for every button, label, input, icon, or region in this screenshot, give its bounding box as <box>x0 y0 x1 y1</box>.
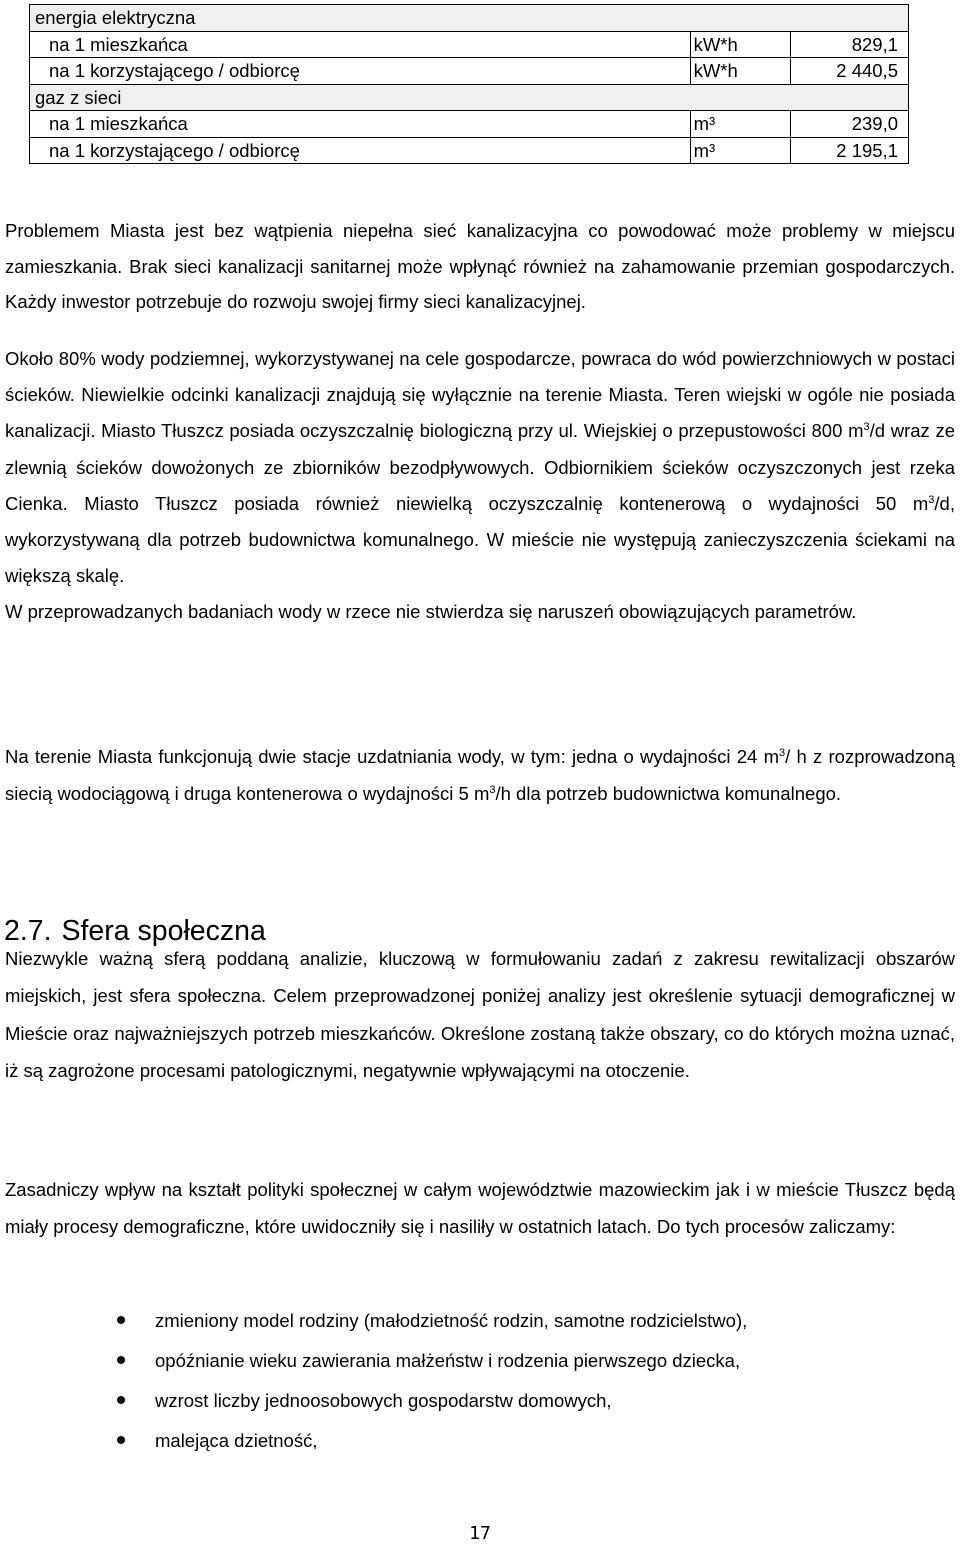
paragraph-text: / h z rozprowadzoną siecią wodociągową i druga kontenerowa o wydajności 5 m <box>5 746 956 804</box>
paragraph-water-stations <box>5 739 955 812</box>
paragraph-social-sphere: Niezwykle ważną sferą poddaną analizie, kluczową w formułowaniu zadań z zakresu rewitalizacji obszarów miejskich, jest sfera społeczna. Celem przeprowadzonej poniżej analizy jest określenie sytuacji demograficznej w Mieście oraz najważniejszych potrzeb mieszkańców. Określone zostaną także obszary, co do których można uznać, iż są zagrożone procesami patologicznymi, negatywnie wpływającymi na otoczenie. <box>5 948 955 1081</box>
table-row <box>30 111 909 138</box>
superscript: 3 <box>489 783 496 796</box>
row-label: na 1 mieszkańca <box>30 31 691 58</box>
paragraph-text: /h dla potrzeb budownictwa komunalnego. <box>495 782 842 804</box>
list-item-text: zmieniony model rodziny (małodzietność rodzin, samotne rodzicielstwo), <box>155 1310 748 1331</box>
paragraph-sewage-network: Problemem Miasta jest bez wątpienia niepełna sieć kanalizacyjna co powodować może problemy w miejscu zamieszkania. Brak sieci kanalizacji sanitarnej może wpłynąć również na zahamowanie przemian gospodarczych. Każdy inwestor potrzebuje do rozwoju swojej firmy sieci kanalizacyjnej. <box>5 220 955 312</box>
row-value: 239,0 <box>791 111 909 138</box>
row-unit: kW*h <box>690 58 790 85</box>
paragraph-text: /d wraz ze zlewnią ścieków dowożonych ze zbiorników bezodpływowych. Odbiornikiem ścieków oczyszczonych jest rzeka Cienka. Miasto Tłuszcz posiada również niewielką oczyszczalnię kontenerową o wydajności 50 m <box>5 420 955 514</box>
paragraph-wastewater <box>5 341 955 631</box>
superscript: 3 <box>863 421 870 434</box>
page-number: 17 <box>469 1523 491 1544</box>
row-unit: m³ <box>690 137 790 164</box>
list-item-text: malejąca dzietność, <box>155 1430 318 1451</box>
row-unit: kW*h <box>690 31 790 58</box>
row-unit: m³ <box>690 111 790 138</box>
section-title-gas: gaz z sieci <box>30 84 909 111</box>
bullet-list <box>0 1303 747 1463</box>
paragraph-text: Na terenie Miasta funkcjonują dwie stacje uzdatniania wody, w tym: jedna o wydajności 24 m <box>5 746 779 767</box>
list-item <box>0 1343 747 1383</box>
bullet-icon <box>117 1316 125 1324</box>
list-item-text: wzrost liczby jednoosobowych gospodarstw domowych, <box>155 1390 612 1411</box>
bullet-icon <box>117 1356 125 1364</box>
paragraph-demographic-processes: Zasadniczy wpływ na kształt polityki społecznej w całym województwie mazowieckim jak i w mieście Tłuszcz będą miały procesy demograficzne, które uwidoczniły się i nasiliły w ostatnich latach. Do tych procesów zaliczamy: <box>5 1179 955 1237</box>
section-title-electricity: energia elektryczna <box>30 5 909 32</box>
table-section-row <box>30 5 909 32</box>
table-row <box>30 31 909 58</box>
bullet-icon <box>117 1396 125 1404</box>
row-label: na 1 korzystającego / odbiorcę <box>30 137 691 164</box>
superscript: 3 <box>778 747 786 759</box>
list-item <box>0 1383 747 1423</box>
row-label: na 1 mieszkańca <box>30 111 691 138</box>
paragraph-text: W przeprowadzanych badaniach wody w rzece nie stwierdza się naruszeń obowiązujących parametrów. <box>5 601 857 623</box>
bullet-icon <box>117 1436 125 1444</box>
table-section-row <box>30 84 909 111</box>
table-row <box>30 137 909 164</box>
list-item <box>0 1303 747 1343</box>
table-row <box>30 58 909 85</box>
section-title: Sfera społeczna <box>61 915 266 947</box>
section-number: 2.7. <box>4 915 52 947</box>
list-item <box>0 1423 747 1463</box>
row-label: na 1 korzystającego / odbiorcę <box>30 58 691 85</box>
paragraph-text: Około 80% wody podziemnej, wykorzystywanej na cele gospodarcze, powraca do wód powierzchniowych w postaci ścieków. Niewielkie odcinki kanalizacji znajdują się wyłącznie na terenie Miasta. Teren wiejski w ogóle nie posiada kanalizacji. Miasto Tłuszcz posiada oczyszczalnię biologiczną przy ul. Wiejskiej o przepustowości 800 m <box>5 348 955 442</box>
paragraph-text: /d, wykorzystywaną dla potrzeb budownictwa komunalnego. W mieście nie występują zanieczyszczenia ściekami na większą skalę. <box>5 492 955 587</box>
row-value: 829,1 <box>791 31 909 58</box>
row-value: 2 195,1 <box>791 137 909 164</box>
superscript: 3 <box>928 493 935 506</box>
list-item-text: opóźnianie wieku zawierania małżeństw i rodzenia pierwszego dziecka, <box>155 1350 741 1371</box>
row-value: 2 440,5 <box>791 58 909 85</box>
consumption-table <box>29 4 909 164</box>
